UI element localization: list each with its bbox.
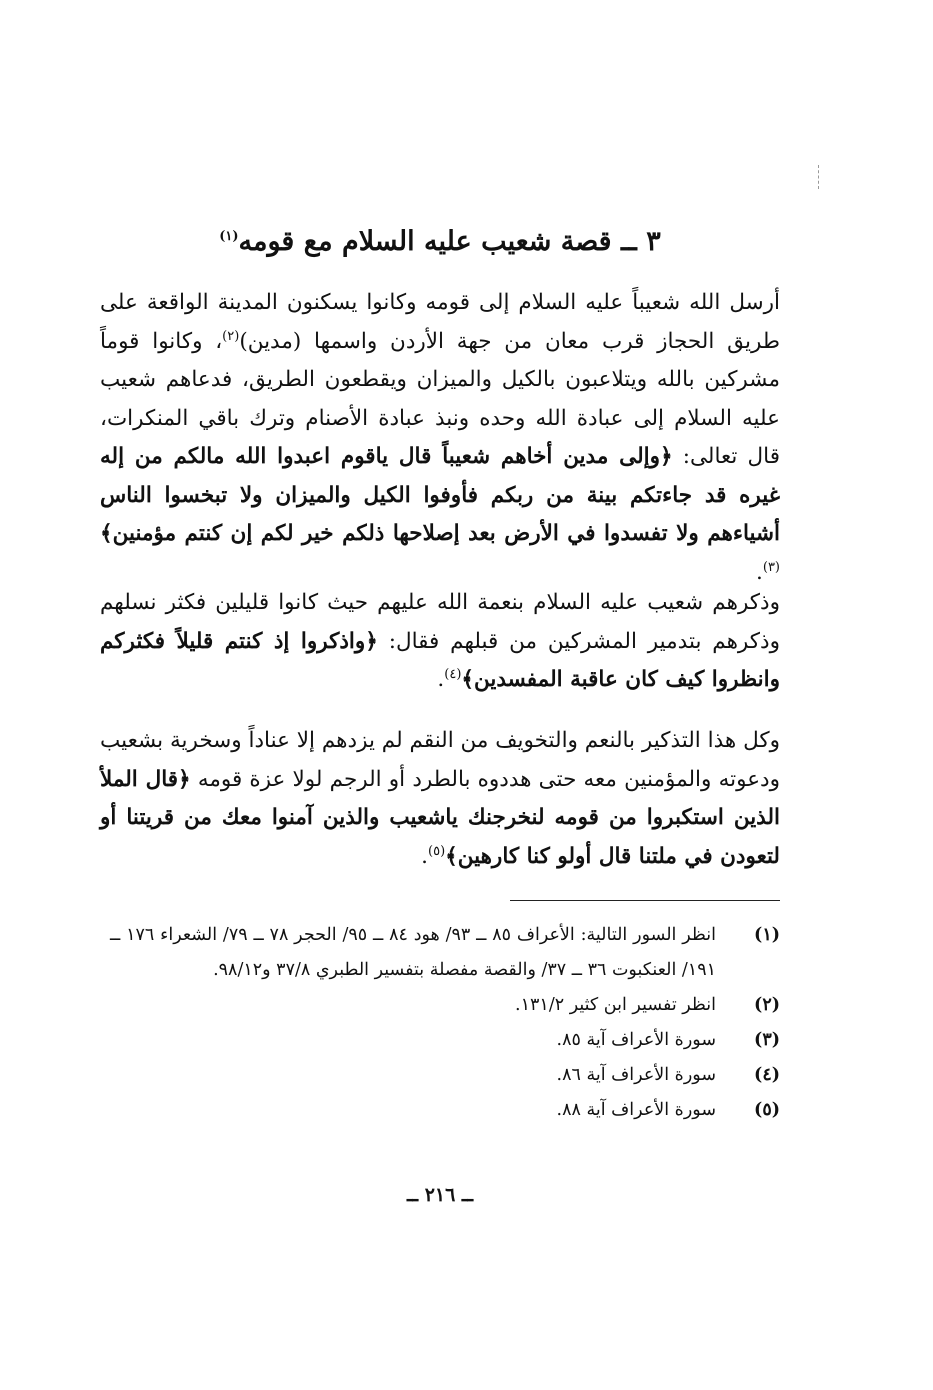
footnote-text: سورة الأعراف آية ٨٨. [556,1100,716,1120]
footnote-separator [510,900,780,901]
footnote-text: انظر السور التالية: الأعراف ٨٥ ــ ٩٣/ هود ٨٤ ــ ٩٥/ الحجر ٧٨ ــ ٧٩/ الشعراء ١٧٦ ــ ١٩١/ العنكبوت ٣٦ ــ ٣٧/ والقصة مفصلة بتفسير الطبري ٣٧/٨ و٩٨/١٢. [110,925,716,980]
footnote-item [100,1023,780,1058]
footnote-text: انظر تفسير ابن كثير ١٣١/٢. [515,995,716,1015]
footnote-ref: (٣) [762,559,780,575]
paragraph-1 [100,284,780,592]
footnote-ref: (١) [219,229,239,244]
footnote-number: (٢) [754,995,780,1015]
quran-verse: ﴿واذكروا إذ كنتم قليلاً فكثركم وانظروا كيف كان عاقبة المفسدين﴾ [100,628,780,692]
footnote-item [100,1058,780,1093]
footnote-item [100,988,780,1023]
section-title [100,222,780,262]
page-number: ــ ٢١٦ ــ [406,1184,474,1206]
quran-verse: ﴿وإلى مدين أخاهم شعيباً قال ياقوم اعبدوا الله مالكم من إله غيره قد جاءتكم بينة من ربكم فأوفوا الكيل والميزان ولا تبخسوا الناس أشياءهم ولا تفسدوا في الأرض بعد إصلاحها ذلكم خير لكم إن كنتم مؤمنين﴾ [100,444,780,546]
footnote-ref: (٤) [444,666,462,682]
paragraph-end: . [756,559,763,585]
paragraph-end: . [421,843,428,869]
footnote-ref: (٥) [428,843,446,859]
footnote-ref: (٢) [222,328,240,344]
section-title-text: ٣ ــ قصة شعيب عليه السلام مع قومه [238,226,661,257]
paragraph-text: وكل هذا التذكير بالنعم والتخويف من النقم لم يزدهم إلا عناداً وسخرية بشعيب ودعوته والمؤمنين معه حتى هددوه بالطرد أو الرجم لولا عزة قومه [100,728,780,792]
paragraph-text: وذكرهم شعيب عليه السلام بنعمة الله عليهم حيث كانوا قليلين فكثر نسلهم وذكرهم بتدمير المشركين من قبلهم فقال: [100,590,780,654]
footnote-number: (٣) [754,1030,780,1050]
footnote-item [100,918,780,988]
footnote-text: سورة الأعراف آية ٨٥. [556,1030,716,1050]
paragraph-text: ، وكانوا قوماً مشركين بالله ويتلاعبون بالكيل والميزان ويقطعون الطريق، فدعاهم شعيب عليه السلام إلى عبادة الله وحده ونبذ عبادة الأصنام وترك باقي المنكرات، قال تعالى: [100,328,780,469]
footnote-number: (٥) [754,1100,780,1120]
paragraph-2 [100,584,780,700]
footnote-number: (١) [754,925,780,945]
footnote-item [100,1093,780,1128]
paragraph-end: . [437,667,445,692]
paragraph-3 [100,722,780,876]
footnote-text: سورة الأعراف آية ٨٦. [556,1065,716,1085]
document-page [100,0,780,1390]
paragraph-text: أرسل الله شعيباً عليه السلام إلى قومه وكانوا يسكنون المدينة الواقعة على طريق الحجاز قرب معان من جهة الأردن واسمها (مدين) [100,290,780,354]
footnotes [100,918,780,1128]
footnote-number: (٤) [754,1065,780,1085]
quran-verse: ﴿قال الملأ الذين استكبروا من قومه لنخرجنك ياشعيب والذين آمنوا معك من قريتنا أو لتعودن في ملتنا قال أولو كنا كارهين﴾ [100,766,780,869]
margin-mark [818,165,820,189]
